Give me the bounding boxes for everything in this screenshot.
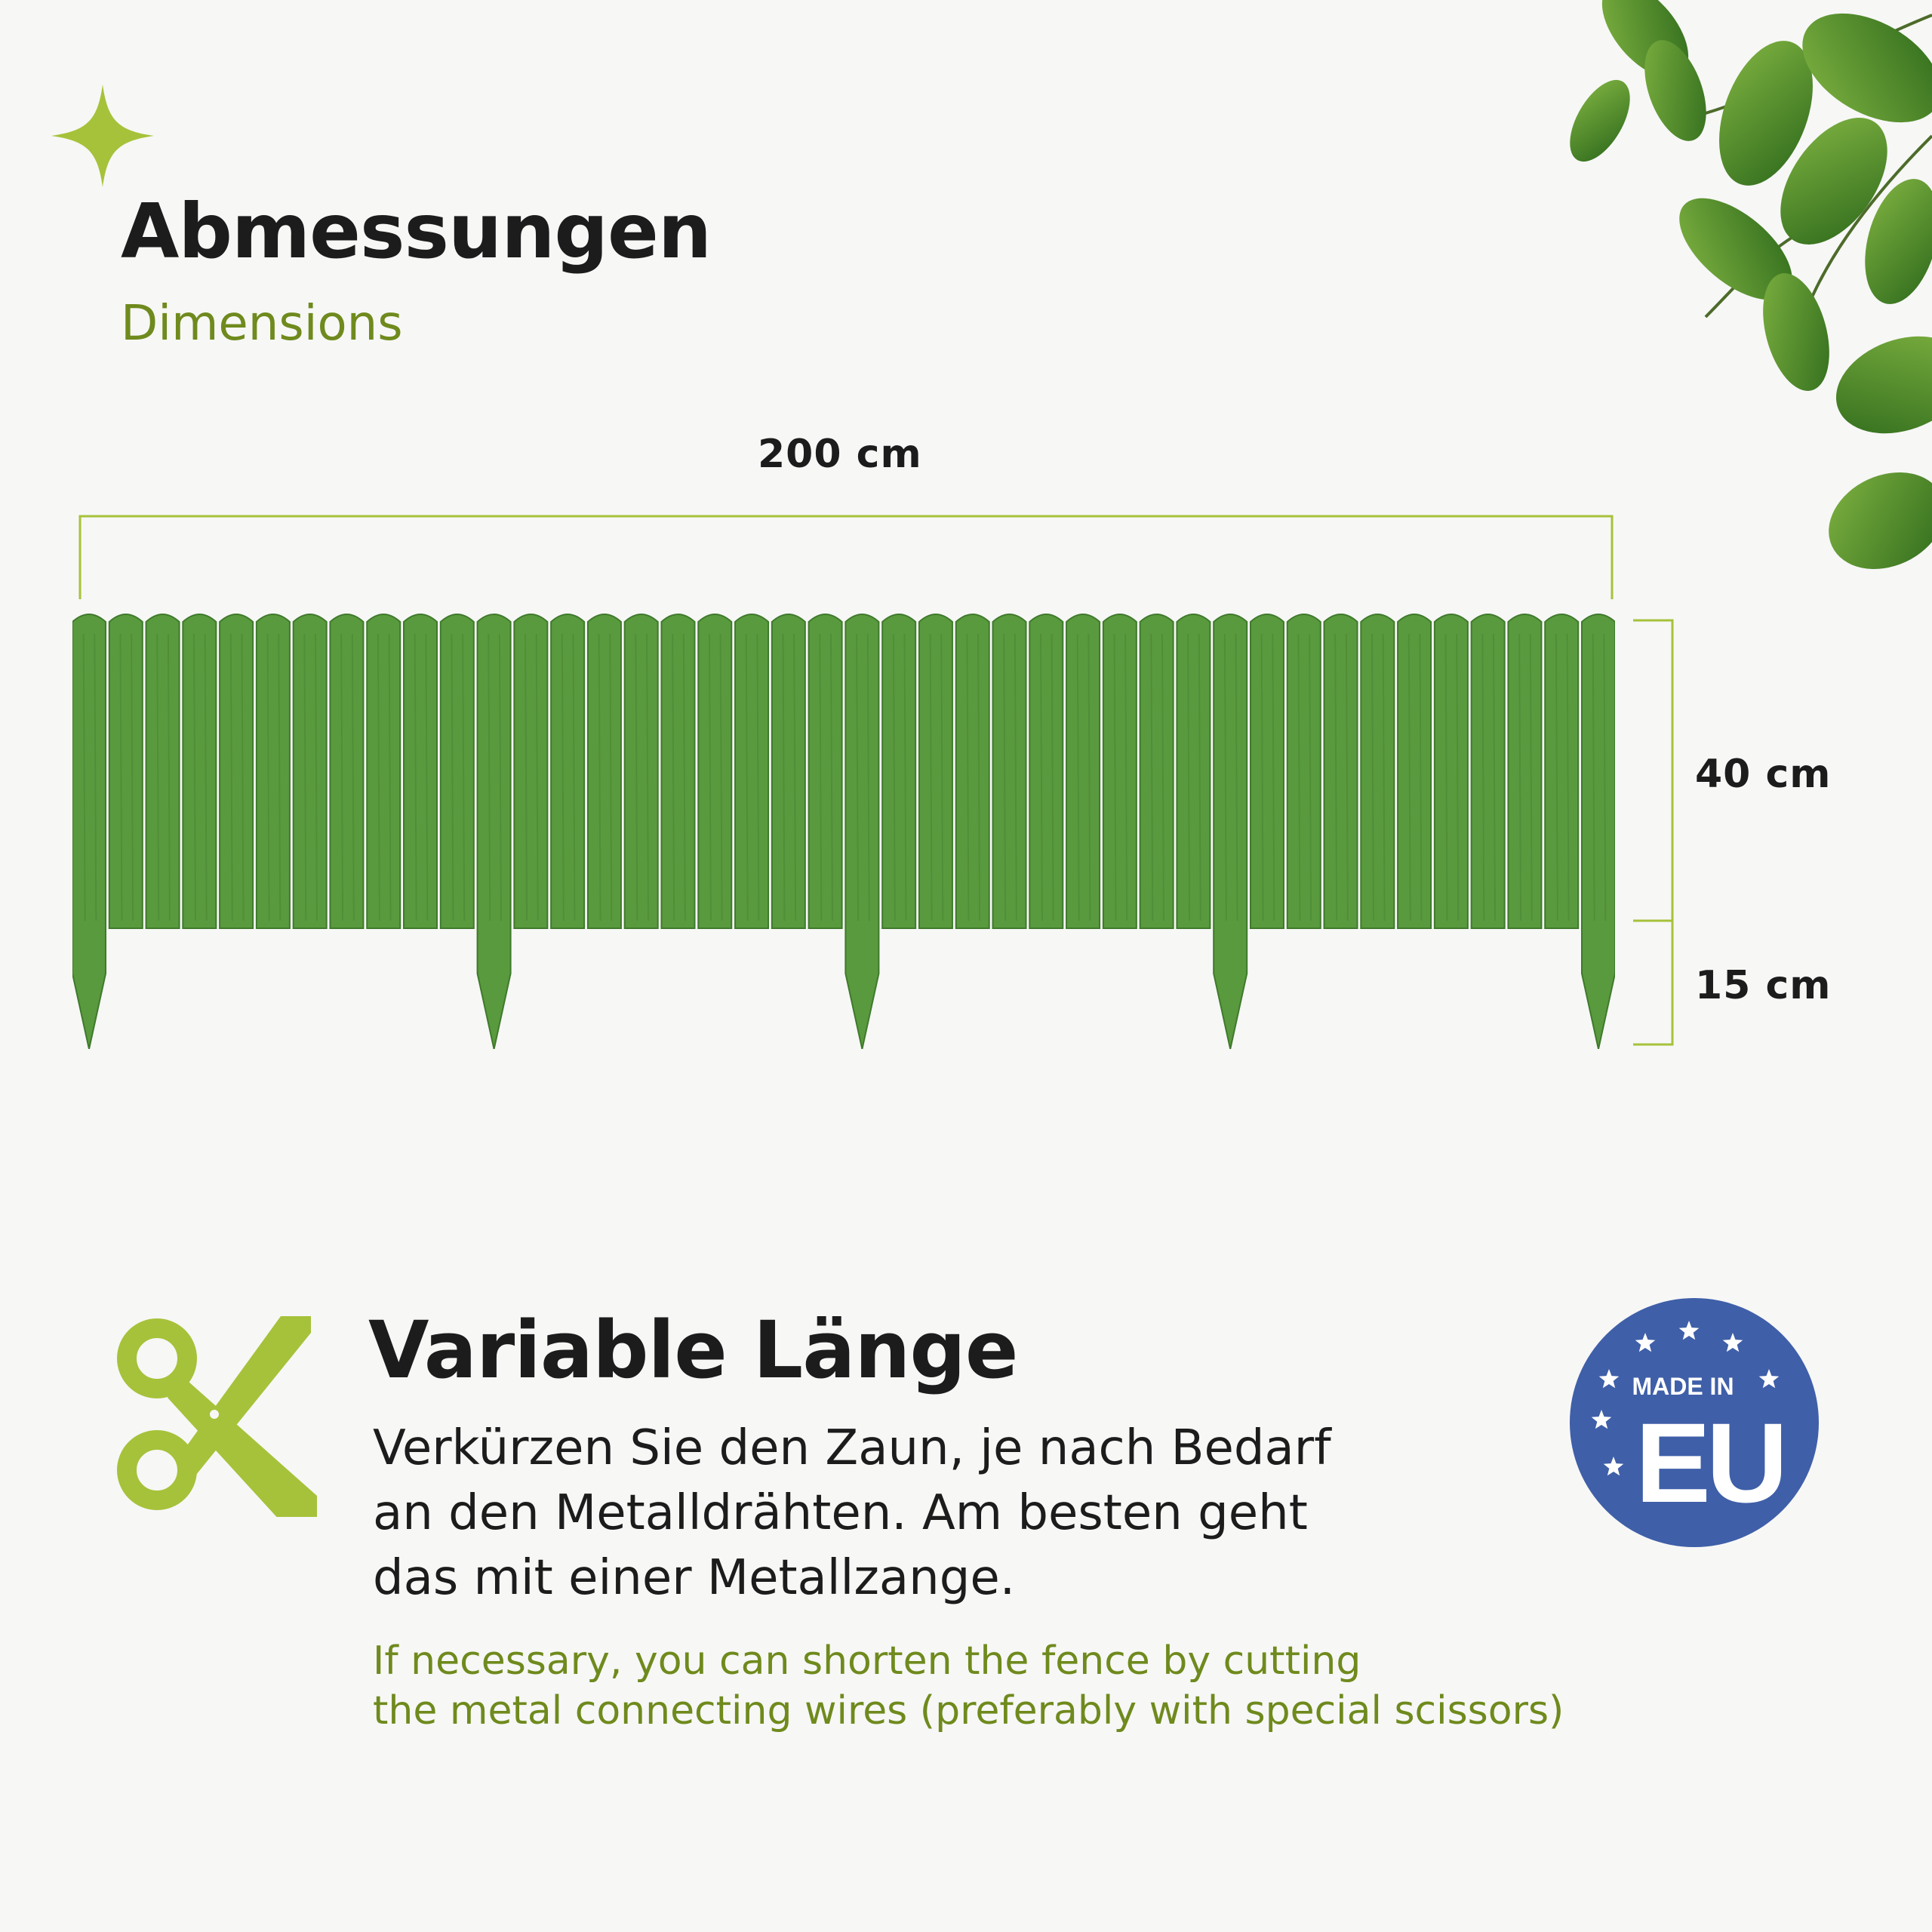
fence-picket <box>735 614 768 928</box>
fence-picket <box>698 614 731 928</box>
fence-picket <box>514 614 547 928</box>
fence-picket <box>146 614 180 928</box>
description-de-line: das mit einer Metallzange. <box>373 1550 1016 1606</box>
feature-title: Variable Länge <box>368 1304 1018 1396</box>
fence-picket <box>1508 614 1541 928</box>
fence-picket <box>919 614 952 928</box>
fence-picket <box>330 614 363 928</box>
fence-picket <box>1361 614 1394 928</box>
fence-picket <box>367 614 400 928</box>
sparkle-icon <box>51 85 154 187</box>
fence-picket <box>1066 614 1100 928</box>
fence-picket <box>294 614 327 928</box>
fence-picket <box>588 614 621 928</box>
fence-picket <box>661 614 694 928</box>
fence-picket <box>956 614 989 928</box>
height-label: 40 cm <box>1695 752 1832 797</box>
fence-picket <box>441 614 474 928</box>
fence-picket <box>1472 614 1505 928</box>
fence-picket <box>1029 614 1063 928</box>
page-title: Abmessungen <box>121 187 712 275</box>
fence-picket <box>220 614 253 928</box>
feature-description-de <box>373 1416 1429 1611</box>
fence-picket <box>551 614 584 928</box>
fence-picket <box>183 614 216 928</box>
description-de-line: Verkürzen Sie den Zaun, je nach Bedarf <box>373 1420 1331 1476</box>
length-label: 200 cm <box>758 432 922 477</box>
fence-stake <box>1582 614 1615 1049</box>
fence-picket <box>1287 614 1321 928</box>
page-subtitle: Dimensions <box>121 296 403 352</box>
fence-stake <box>1214 614 1247 1049</box>
badge-text-made-in: MADE IN <box>1632 1373 1734 1400</box>
fence-picket <box>1140 614 1174 928</box>
fence-picket <box>1251 614 1284 928</box>
scissors-icon <box>113 1313 317 1517</box>
made-in-eu-badge <box>1570 1298 1819 1547</box>
fence-stake <box>478 614 511 1049</box>
fence-picket <box>1398 614 1431 928</box>
fence-stake <box>72 614 106 1049</box>
fence-picket <box>772 614 805 928</box>
description-de-line: an den Metalldrähten. Am besten geht <box>373 1485 1308 1541</box>
fence-picket <box>1324 614 1358 928</box>
fence-stake <box>845 614 878 1049</box>
fence-image <box>72 611 1615 1049</box>
fence-picket <box>109 614 143 928</box>
description-en-line: If necessary, you can shorten the fence by cutting <box>373 1638 1361 1684</box>
leaves-decoration <box>1283 0 1932 604</box>
fence-picket <box>1103 614 1137 928</box>
fence-picket <box>809 614 842 928</box>
fence-picket <box>882 614 915 928</box>
fence-picket <box>1545 614 1578 928</box>
fence-picket <box>625 614 658 928</box>
fence-picket <box>404 614 437 928</box>
spike-length-label: 15 cm <box>1695 963 1832 1008</box>
fence-picket <box>257 614 290 928</box>
fence-picket <box>1435 614 1468 928</box>
fence-picket <box>1177 614 1210 928</box>
feature-description-en <box>373 1636 1611 1736</box>
fence-picket <box>993 614 1026 928</box>
description-en-line: the metal connecting wires (preferably with special scissors) <box>373 1688 1564 1734</box>
badge-text-eu: EU <box>1635 1399 1784 1526</box>
